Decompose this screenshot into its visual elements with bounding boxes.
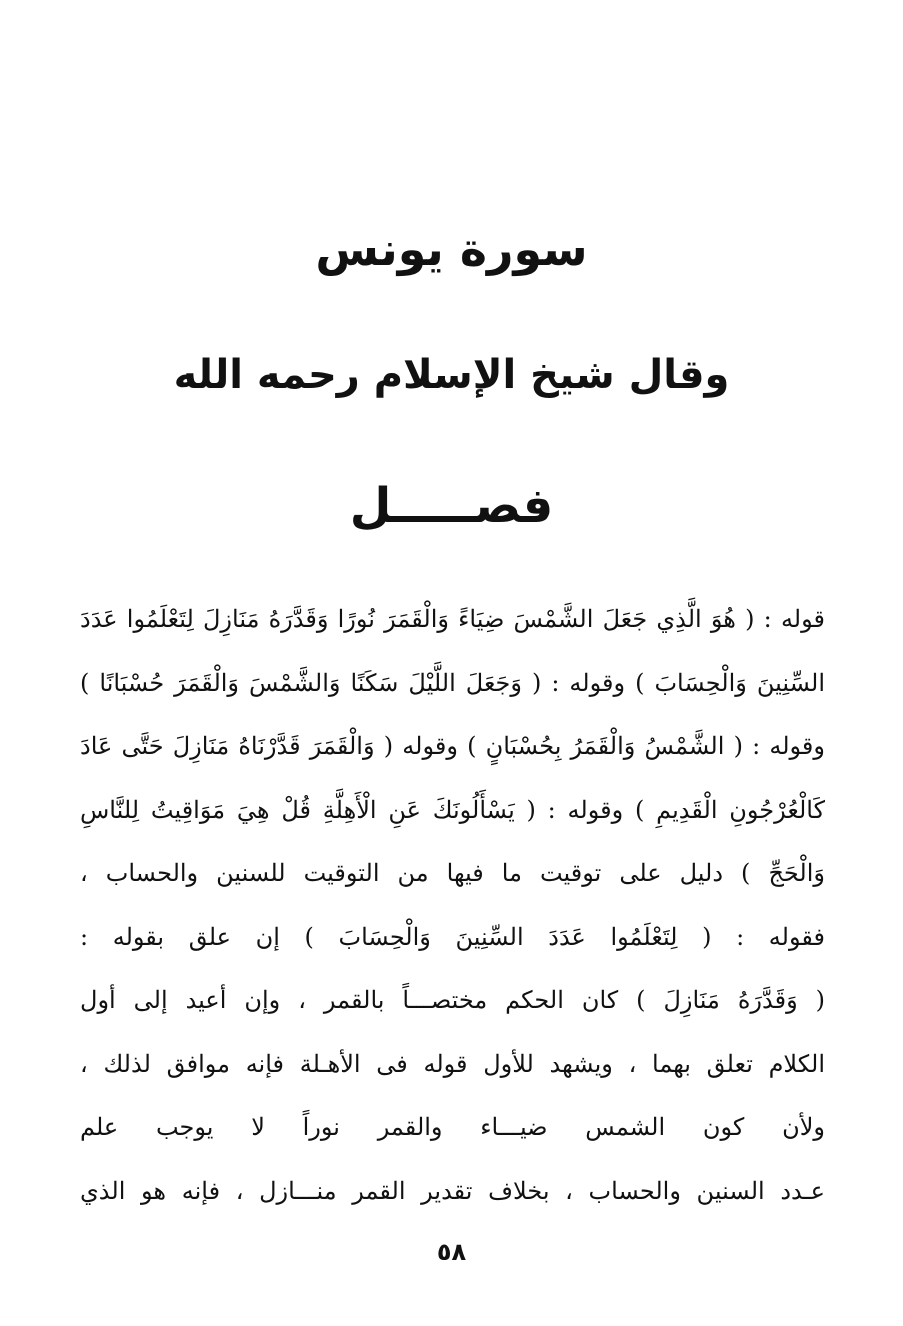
text-line: وقوله : ( الشَّمْسُ وَالْقَمَرُ بِحُسْبَانٍ ) وقوله ( وَالْقَمَرَ قَدَّرْنَاهُ مَنَازِلَ حَتَّى عَادَ: [80, 732, 825, 760]
text-line: عـدد السنين والحساب ، بخلاف تقدير القمر منـــازل ، فإنه هو الذي: [80, 1176, 825, 1205]
section-attribution: وقال شيخ الإسلام رحمه الله: [173, 352, 730, 398]
text-line: وَالْحَجِّ ) دليل على توقيت ما فيها من التوقيت للسنين والحساب ،: [80, 859, 825, 887]
text-line: السِّنِينَ وَالْحِسَابَ ) وقوله : ( وَجَعَلَ اللَّيْلَ سَكَنًا وَالشَّمْسَ وَالْقَمَرَ حُسْبَانًا ): [80, 668, 825, 697]
body-text: [80, 588, 825, 1223]
surah-title: سورة يونس: [315, 222, 588, 276]
text-line: فقوله : ( لِتَعْلَمُوا عَدَدَ السِّنِينَ وَالْحِسَابَ ) إن علق بقوله :: [80, 922, 825, 951]
text-line: كَالْعُرْجُونِ الْقَدِيمِ ) وقوله : ( يَسْأَلُونَكَ عَنِ الْأَهِلَّةِ قُلْ هِيَ مَوَاقِيتُ لِلنَّاسِ: [80, 795, 825, 824]
text-line: ( وَقَدَّرَهُ مَنَازِلَ ) كان الحكم مختصـــاً بالقمر ، وإن أعيد إلى أول: [80, 986, 825, 1014]
text-line: قوله : ( هُوَ الَّذِي جَعَلَ الشَّمْسَ ضِيَاءً وَالْقَمَرَ نُورًا وَقَدَّرَهُ مَنَازِلَ لِتَعْلَمُوا عَدَدَ: [80, 605, 825, 633]
text-line: ولأن كون الشمس ضيـــاء والقمر نوراً لا يوجب علم: [80, 1113, 825, 1141]
page-number: ٥٨: [436, 1238, 467, 1266]
text-line: الكلام تعلق بهما ، ويشهد للأول قوله فى الأهـلة فإنه موافق لذلك ،: [80, 1049, 825, 1078]
chapter-heading: فصـــــل: [349, 478, 554, 534]
